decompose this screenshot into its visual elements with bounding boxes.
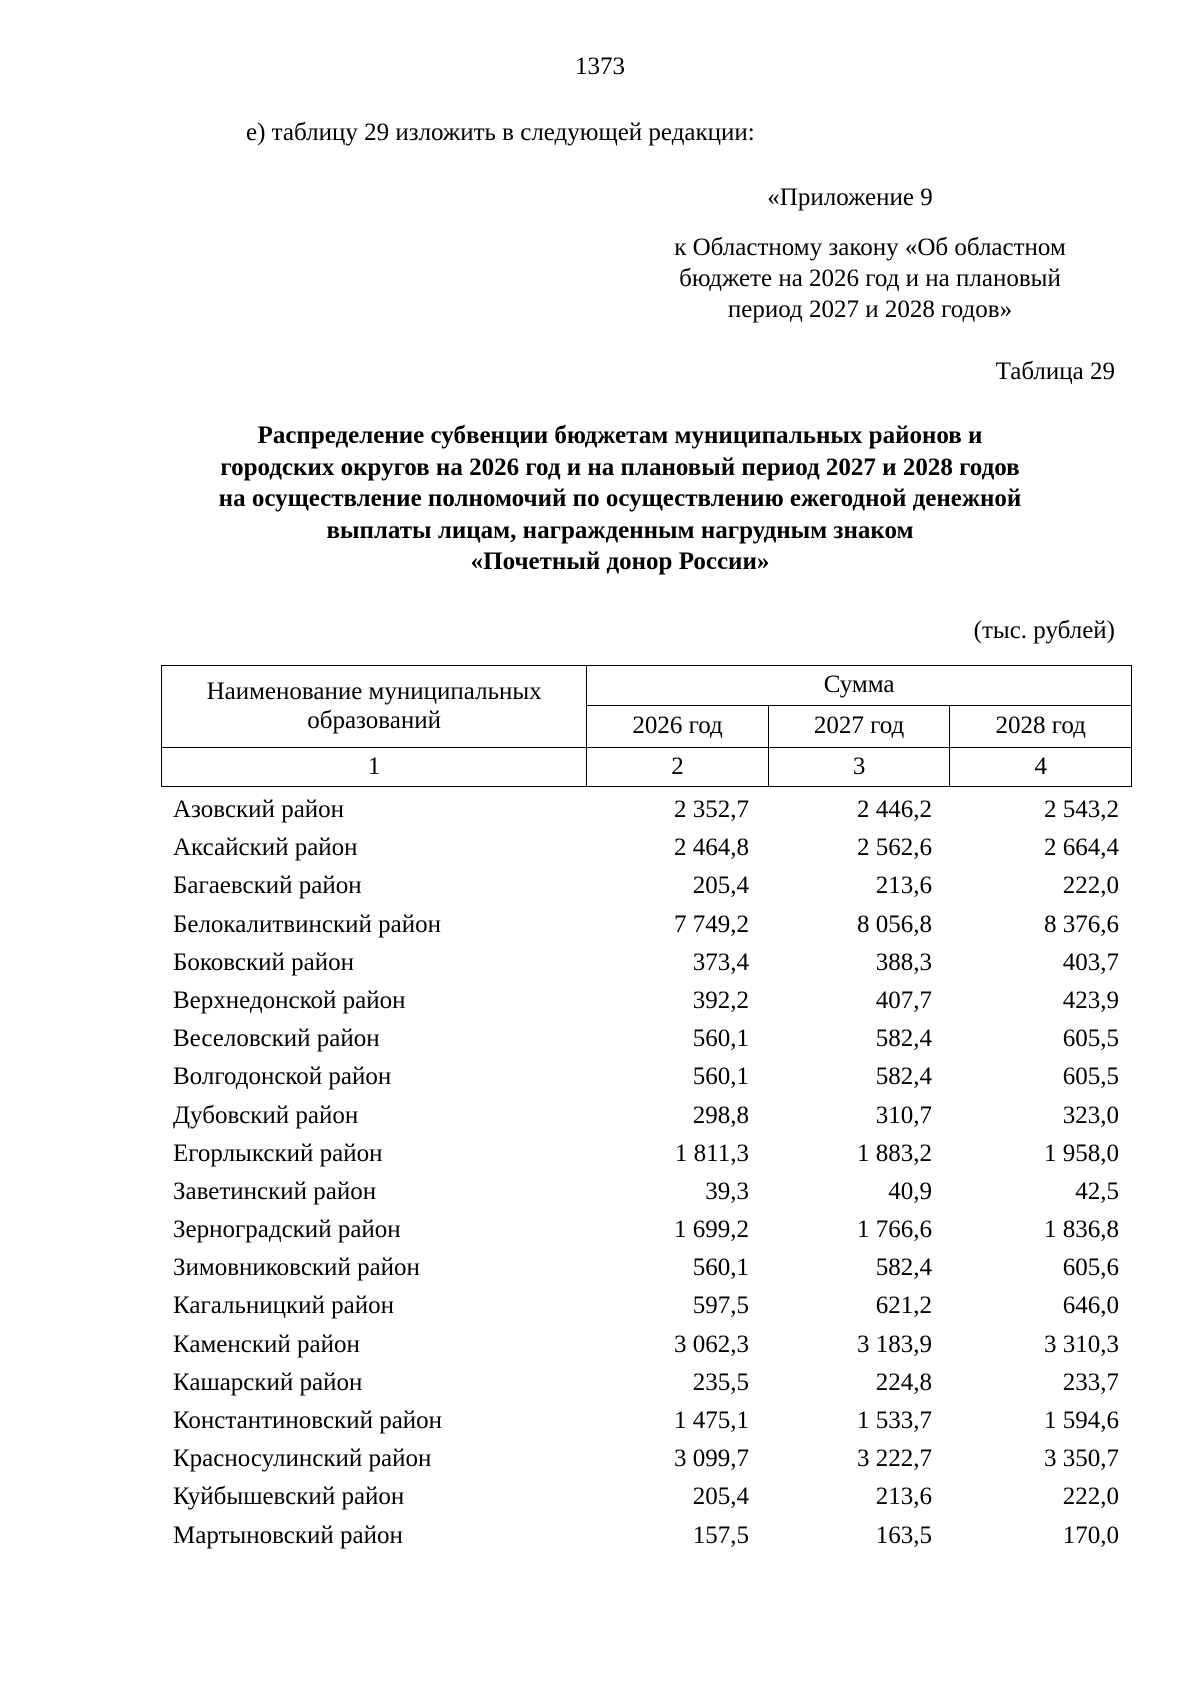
table-row (161, 944, 1132, 982)
value-2027: 163,5 (875, 1521, 932, 1549)
table-caption (140, 420, 1100, 578)
value-2027: 40,9 (888, 1177, 932, 1205)
value-2028: 605,5 (1062, 1063, 1119, 1091)
value-2026: 373,4 (692, 948, 749, 976)
value-2027: 8 056,8 (857, 910, 932, 938)
table-row (161, 1097, 1132, 1135)
value-2026: 560,1 (692, 1254, 749, 1282)
value-2027: 3 222,7 (857, 1445, 932, 1473)
value-2027: 582,4 (875, 1025, 932, 1053)
appendix-title: «Приложение 9 (767, 184, 933, 211)
municipality-name: Константиновский район (173, 1407, 443, 1434)
value-2027: 1 766,6 (857, 1216, 932, 1244)
column-number: 3 (768, 748, 950, 787)
table-row (161, 1517, 1132, 1555)
municipality-name: Зерноградский район (173, 1216, 401, 1244)
caption-line: Распределение субвенции бюджетам муниципальных районов и (257, 422, 983, 449)
appendix-line: к Областному закону «Об областном (674, 234, 1066, 261)
table-row (161, 1440, 1132, 1478)
value-2028: 3 350,7 (1044, 1445, 1119, 1473)
municipality-name: Белокалитвинский район (173, 910, 441, 938)
value-2026: 1 699,2 (674, 1216, 749, 1244)
municipality-name: Кашарский район (173, 1368, 363, 1396)
page-number: 1373 (575, 53, 625, 80)
value-2026: 3 062,3 (674, 1330, 749, 1358)
municipality-name: Багаевский район (173, 872, 362, 900)
table-row (161, 1211, 1132, 1249)
municipality-name: Боковский район (173, 948, 354, 976)
table-row (161, 1020, 1132, 1058)
value-2027: 3 183,9 (857, 1330, 932, 1358)
column-number: 2 (587, 748, 769, 787)
value-2028: 605,5 (1062, 1025, 1119, 1053)
value-2028: 170,0 (1062, 1521, 1119, 1549)
value-2026: 205,4 (692, 872, 749, 900)
table-row (161, 982, 1132, 1020)
municipality-name: Аксайский район (173, 834, 358, 862)
value-2028: 3 310,3 (1044, 1330, 1119, 1358)
value-2027: 582,4 (875, 1063, 932, 1091)
table-row (161, 1364, 1132, 1402)
value-2027: 407,7 (875, 986, 932, 1014)
caption-line: городских округов на 2026 год и на плановый период 2027 и 2028 годов (220, 453, 1020, 481)
municipality-name: Куйбышевский район (173, 1483, 405, 1511)
value-2026: 7 749,2 (674, 910, 749, 938)
table-row (161, 1173, 1132, 1211)
municipality-name: Красносулинский район (173, 1445, 432, 1473)
value-2028: 403,7 (1062, 948, 1119, 976)
value-2026: 205,4 (692, 1483, 749, 1511)
value-2028: 2 664,4 (1044, 834, 1119, 862)
value-2027: 213,6 (875, 1483, 932, 1511)
value-2028: 646,0 (1062, 1292, 1119, 1320)
value-2027: 224,8 (875, 1368, 932, 1396)
table-row (161, 906, 1132, 944)
municipality-name: Егорлыкский район (173, 1139, 383, 1167)
table-row (161, 1326, 1132, 1364)
appendix-line: бюджете на 2026 год и на плановый (679, 265, 1061, 292)
value-2026: 39,3 (705, 1177, 749, 1205)
municipality-name: Веселовский район (173, 1025, 380, 1053)
value-2026: 1 475,1 (674, 1407, 749, 1434)
municipality-name: Каменский район (173, 1330, 360, 1358)
value-2026: 560,1 (692, 1063, 749, 1091)
value-2028: 1 958,0 (1044, 1139, 1119, 1167)
value-2026: 392,2 (692, 986, 749, 1014)
table-body (161, 791, 1132, 1555)
caption-line: выплаты лицам, награжденным нагрудным знаком (326, 516, 914, 544)
municipality-name: Заветинский район (173, 1177, 377, 1205)
municipality-name: Верхнедонской район (173, 986, 406, 1014)
table-row (161, 1058, 1132, 1096)
value-2027: 1 883,2 (857, 1139, 932, 1167)
value-2028: 423,9 (1062, 986, 1119, 1014)
value-2027: 582,4 (875, 1254, 932, 1282)
value-2027: 310,7 (875, 1101, 932, 1129)
value-2028: 2 543,2 (1044, 796, 1119, 823)
value-2028: 233,7 (1062, 1368, 1119, 1396)
value-2026: 2 464,8 (674, 834, 749, 862)
municipality-name: Дубовский район (173, 1101, 359, 1129)
column-number: 4 (950, 748, 1132, 787)
value-2028: 605,6 (1062, 1254, 1119, 1282)
appendix-reference (620, 232, 1120, 325)
column-number: 1 (162, 748, 587, 787)
value-2026: 560,1 (692, 1025, 749, 1053)
value-2026: 1 811,3 (674, 1139, 749, 1167)
table-row (161, 1135, 1132, 1173)
table-number: Таблица 29 (995, 358, 1115, 385)
municipality-name: Мартыновский район (173, 1521, 403, 1549)
value-2028: 8 376,6 (1044, 910, 1119, 938)
value-2028: 42,5 (1075, 1177, 1119, 1205)
appendix-line: период 2027 и 2028 годов» (727, 296, 1013, 323)
municipality-name: Азовский район (173, 796, 345, 823)
value-2027: 1 533,7 (857, 1407, 932, 1434)
table-row (161, 791, 1132, 829)
value-2026: 298,8 (692, 1101, 749, 1129)
value-2026: 235,5 (692, 1368, 749, 1396)
caption-line: «Почетный донор России» (470, 548, 770, 575)
value-2028: 323,0 (1062, 1101, 1119, 1129)
municipality-name: Волгодонской район (173, 1063, 392, 1091)
header-name-cell: Наименование муниципальных образований (162, 666, 587, 748)
table-row (161, 1287, 1132, 1325)
value-2026: 3 099,7 (674, 1445, 749, 1473)
value-2028: 1 836,8 (1044, 1216, 1119, 1244)
value-2027: 2 446,2 (857, 796, 932, 823)
header-year-2027: 2027 год (768, 706, 950, 748)
value-2027: 388,3 (875, 948, 932, 976)
table-row (161, 829, 1132, 867)
value-2027: 2 562,6 (857, 834, 932, 862)
municipality-name: Кагальницкий район (173, 1292, 395, 1320)
value-2027: 621,2 (875, 1292, 932, 1320)
header-year-2028: 2028 год (950, 706, 1132, 748)
caption-line: на осуществление полномочий по осуществлению ежегодной денежной (218, 485, 1022, 512)
table-header (161, 665, 1132, 787)
value-2026: 2 352,7 (674, 796, 749, 823)
value-2028: 1 594,6 (1044, 1407, 1119, 1434)
table-row (161, 1249, 1132, 1287)
value-2027: 213,6 (875, 872, 932, 900)
amendment-instruction: е) таблицу 29 изложить в следующей редакции: (246, 119, 755, 146)
value-2026: 597,5 (692, 1292, 749, 1320)
value-2028: 222,0 (1062, 872, 1119, 900)
header-sum-cell: Сумма (587, 666, 1132, 706)
value-2028: 222,0 (1062, 1483, 1119, 1511)
table-row (161, 1402, 1132, 1440)
units-label: (тыс. рублей) (973, 617, 1115, 644)
header-year-2026: 2026 год (587, 706, 769, 748)
table-row (161, 867, 1132, 905)
municipality-name: Зимовниковский район (173, 1254, 420, 1282)
value-2026: 157,5 (692, 1521, 749, 1549)
table-row (161, 1478, 1132, 1516)
